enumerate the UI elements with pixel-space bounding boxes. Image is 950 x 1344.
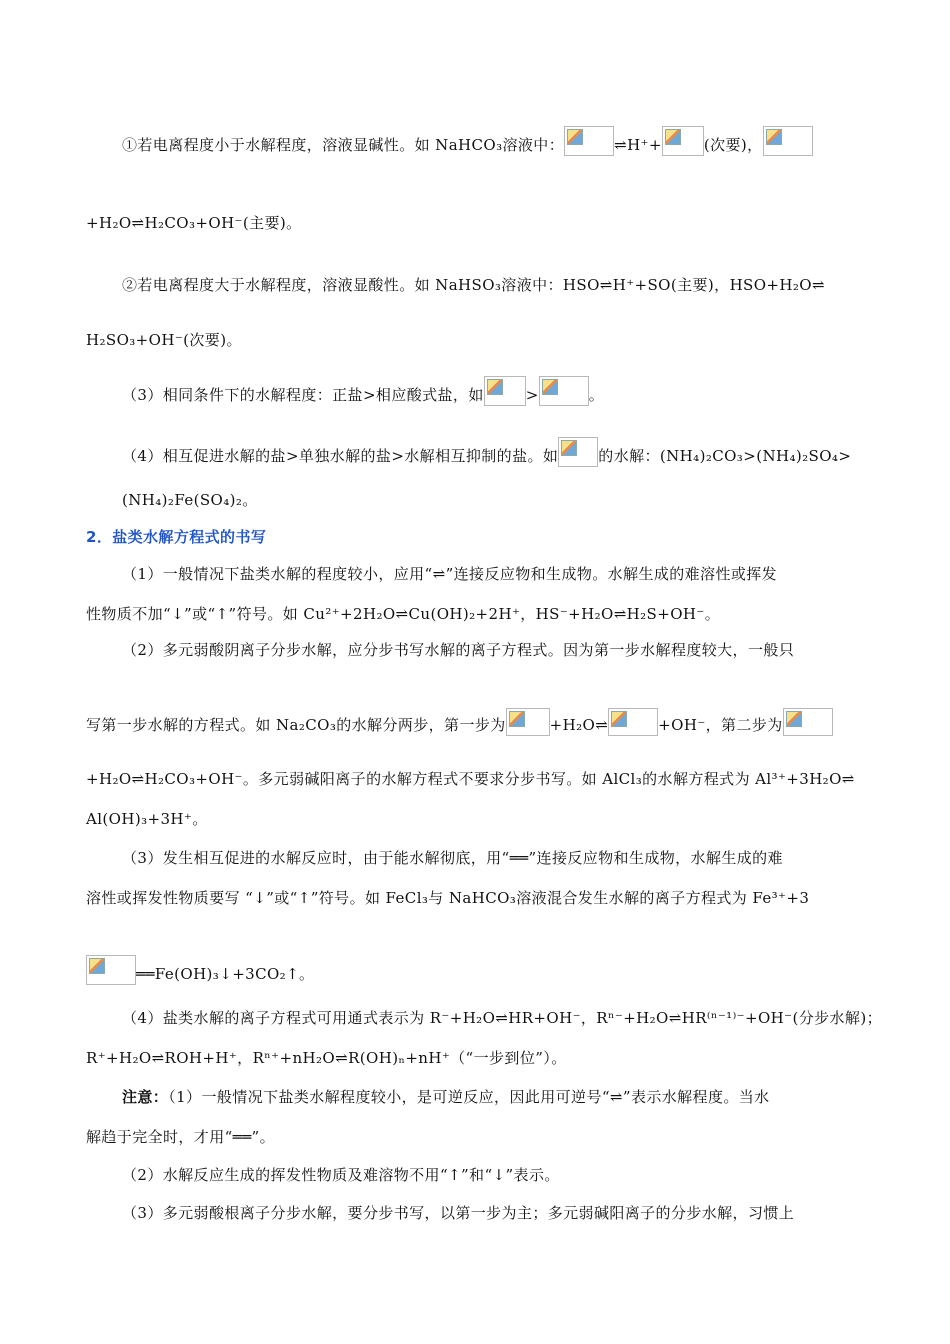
formula-image xyxy=(506,708,550,736)
text: （3）相同条件下的水解程度：正盐>相应酸式盐，如 xyxy=(122,386,484,404)
text: (次要)， xyxy=(703,136,763,154)
text: 。 xyxy=(588,386,605,404)
text-line: Al(OH)₃+3H⁺。 xyxy=(86,810,208,828)
text: > xyxy=(525,386,539,404)
formula-image xyxy=(608,708,658,736)
text-line: +H₂O⇌H₂CO₃+OH⁻(主要)。 xyxy=(86,214,302,232)
formula-image xyxy=(558,437,598,467)
formula-image xyxy=(484,376,526,406)
text: +OH⁻，第二步为 xyxy=(658,716,783,734)
text-line: +H₂O⇌H₂CO₃+OH⁻。多元弱碱阳离子的水解方程式不要求分步书写。如 AlCl₃的水解方程式为 Al³⁺+3H₂O⇌ xyxy=(86,770,855,788)
text-line xyxy=(122,376,864,402)
formula-image xyxy=(783,708,833,736)
text: +H₂O⇌ xyxy=(549,716,609,734)
formula-image xyxy=(763,126,813,156)
note-label: 注意： xyxy=(122,1088,169,1106)
section-heading: 2．盐类水解方程式的书写 xyxy=(86,528,267,546)
text: ⇌H⁺+ xyxy=(614,136,662,154)
text-line: R⁺+H₂O⇌ROH+H⁺，Rⁿ⁺+nH₂O⇌R(OH)ₙ+nH⁺（“一步到位”）。 xyxy=(86,1049,567,1067)
text-line xyxy=(86,955,864,981)
text-line: （2）多元弱酸阴离子分步水解，应分步书写水解的离子方程式。因为第一步水解程度较大，一般只 xyxy=(122,641,795,659)
text: ══Fe(OH)₃↓+3CO₂↑。 xyxy=(136,965,315,983)
text-line: （4）盐类水解的离子方程式可用通式表示为 R⁻+H₂O⇌HR+OH⁻，Rⁿ⁻+H₂O⇌HR⁽ⁿ⁻¹⁾⁻+OH⁻(分步水解)； xyxy=(122,1009,882,1027)
text: （1）一般情况下盐类水解程度较小，是可逆反应，因此用可逆号“⇌”表示水解程度。当水 xyxy=(168,1088,770,1106)
text-line: （3）多元弱酸根离子分步水解，要分步书写，以第一步为主；多元弱碱阳离子的分步水解，习惯上 xyxy=(122,1204,795,1222)
text-line xyxy=(122,126,864,152)
text-line: H₂SO₃+OH⁻(次要)。 xyxy=(86,331,242,349)
text-line xyxy=(122,437,864,463)
text: 的水解：(NH₄)₂CO₃>(NH₄)₂SO₄> xyxy=(598,447,852,465)
text-line: （1）一般情况下盐类水解的程度较小，应用“⇌”连接反应物和生成物。水解生成的难溶性或挥发 xyxy=(122,565,778,583)
formula-image xyxy=(86,955,136,985)
text-line: 性物质不加“↓”或“↑”符号。如 Cu²⁺+2H₂O⇌Cu(OH)₂+2H⁺，HS⁻+H₂O⇌H₂S+OH⁻。 xyxy=(86,605,721,623)
formula-image xyxy=(539,376,589,406)
formula-image xyxy=(564,126,614,156)
formula-image xyxy=(662,126,704,156)
text-line: （3）发生相互促进的水解反应时，由于能水解彻底，用“══”连接反应物和生成物，水解生成的难 xyxy=(122,849,783,867)
text-line: 解趋于完全时，才用“══”。 xyxy=(86,1128,275,1146)
text-line xyxy=(86,708,864,734)
text-line: （2）水解反应生成的挥发性物质及难溶物不用“↑”和“↓”表示。 xyxy=(122,1166,560,1184)
text: （4）相互促进水解的盐>单独水解的盐>水解相互抑制的盐。如 xyxy=(122,447,559,465)
text-line: (NH₄)₂Fe(SO₄)₂。 xyxy=(122,491,258,509)
text: 写第一步水解的方程式。如 Na₂CO₃的水解分两步，第一步为 xyxy=(86,716,506,734)
text-line: 溶性或挥发性物质要写 “↓”或“↑”符号。如 FeCl₃与 NaHCO₃溶液混合发生水解的离子方程式为 Fe³⁺+3 xyxy=(86,889,810,907)
text-line: ②若电离程度大于水解程度，溶液显酸性。如 NaHSO₃溶液中：HSO⇌H⁺+SO(主要)，HSO+H₂O⇌ xyxy=(122,276,825,294)
text-line xyxy=(122,1085,864,1111)
text: ①若电离程度小于水解程度，溶液显碱性。如 NaHCO₃溶液中： xyxy=(122,136,565,154)
